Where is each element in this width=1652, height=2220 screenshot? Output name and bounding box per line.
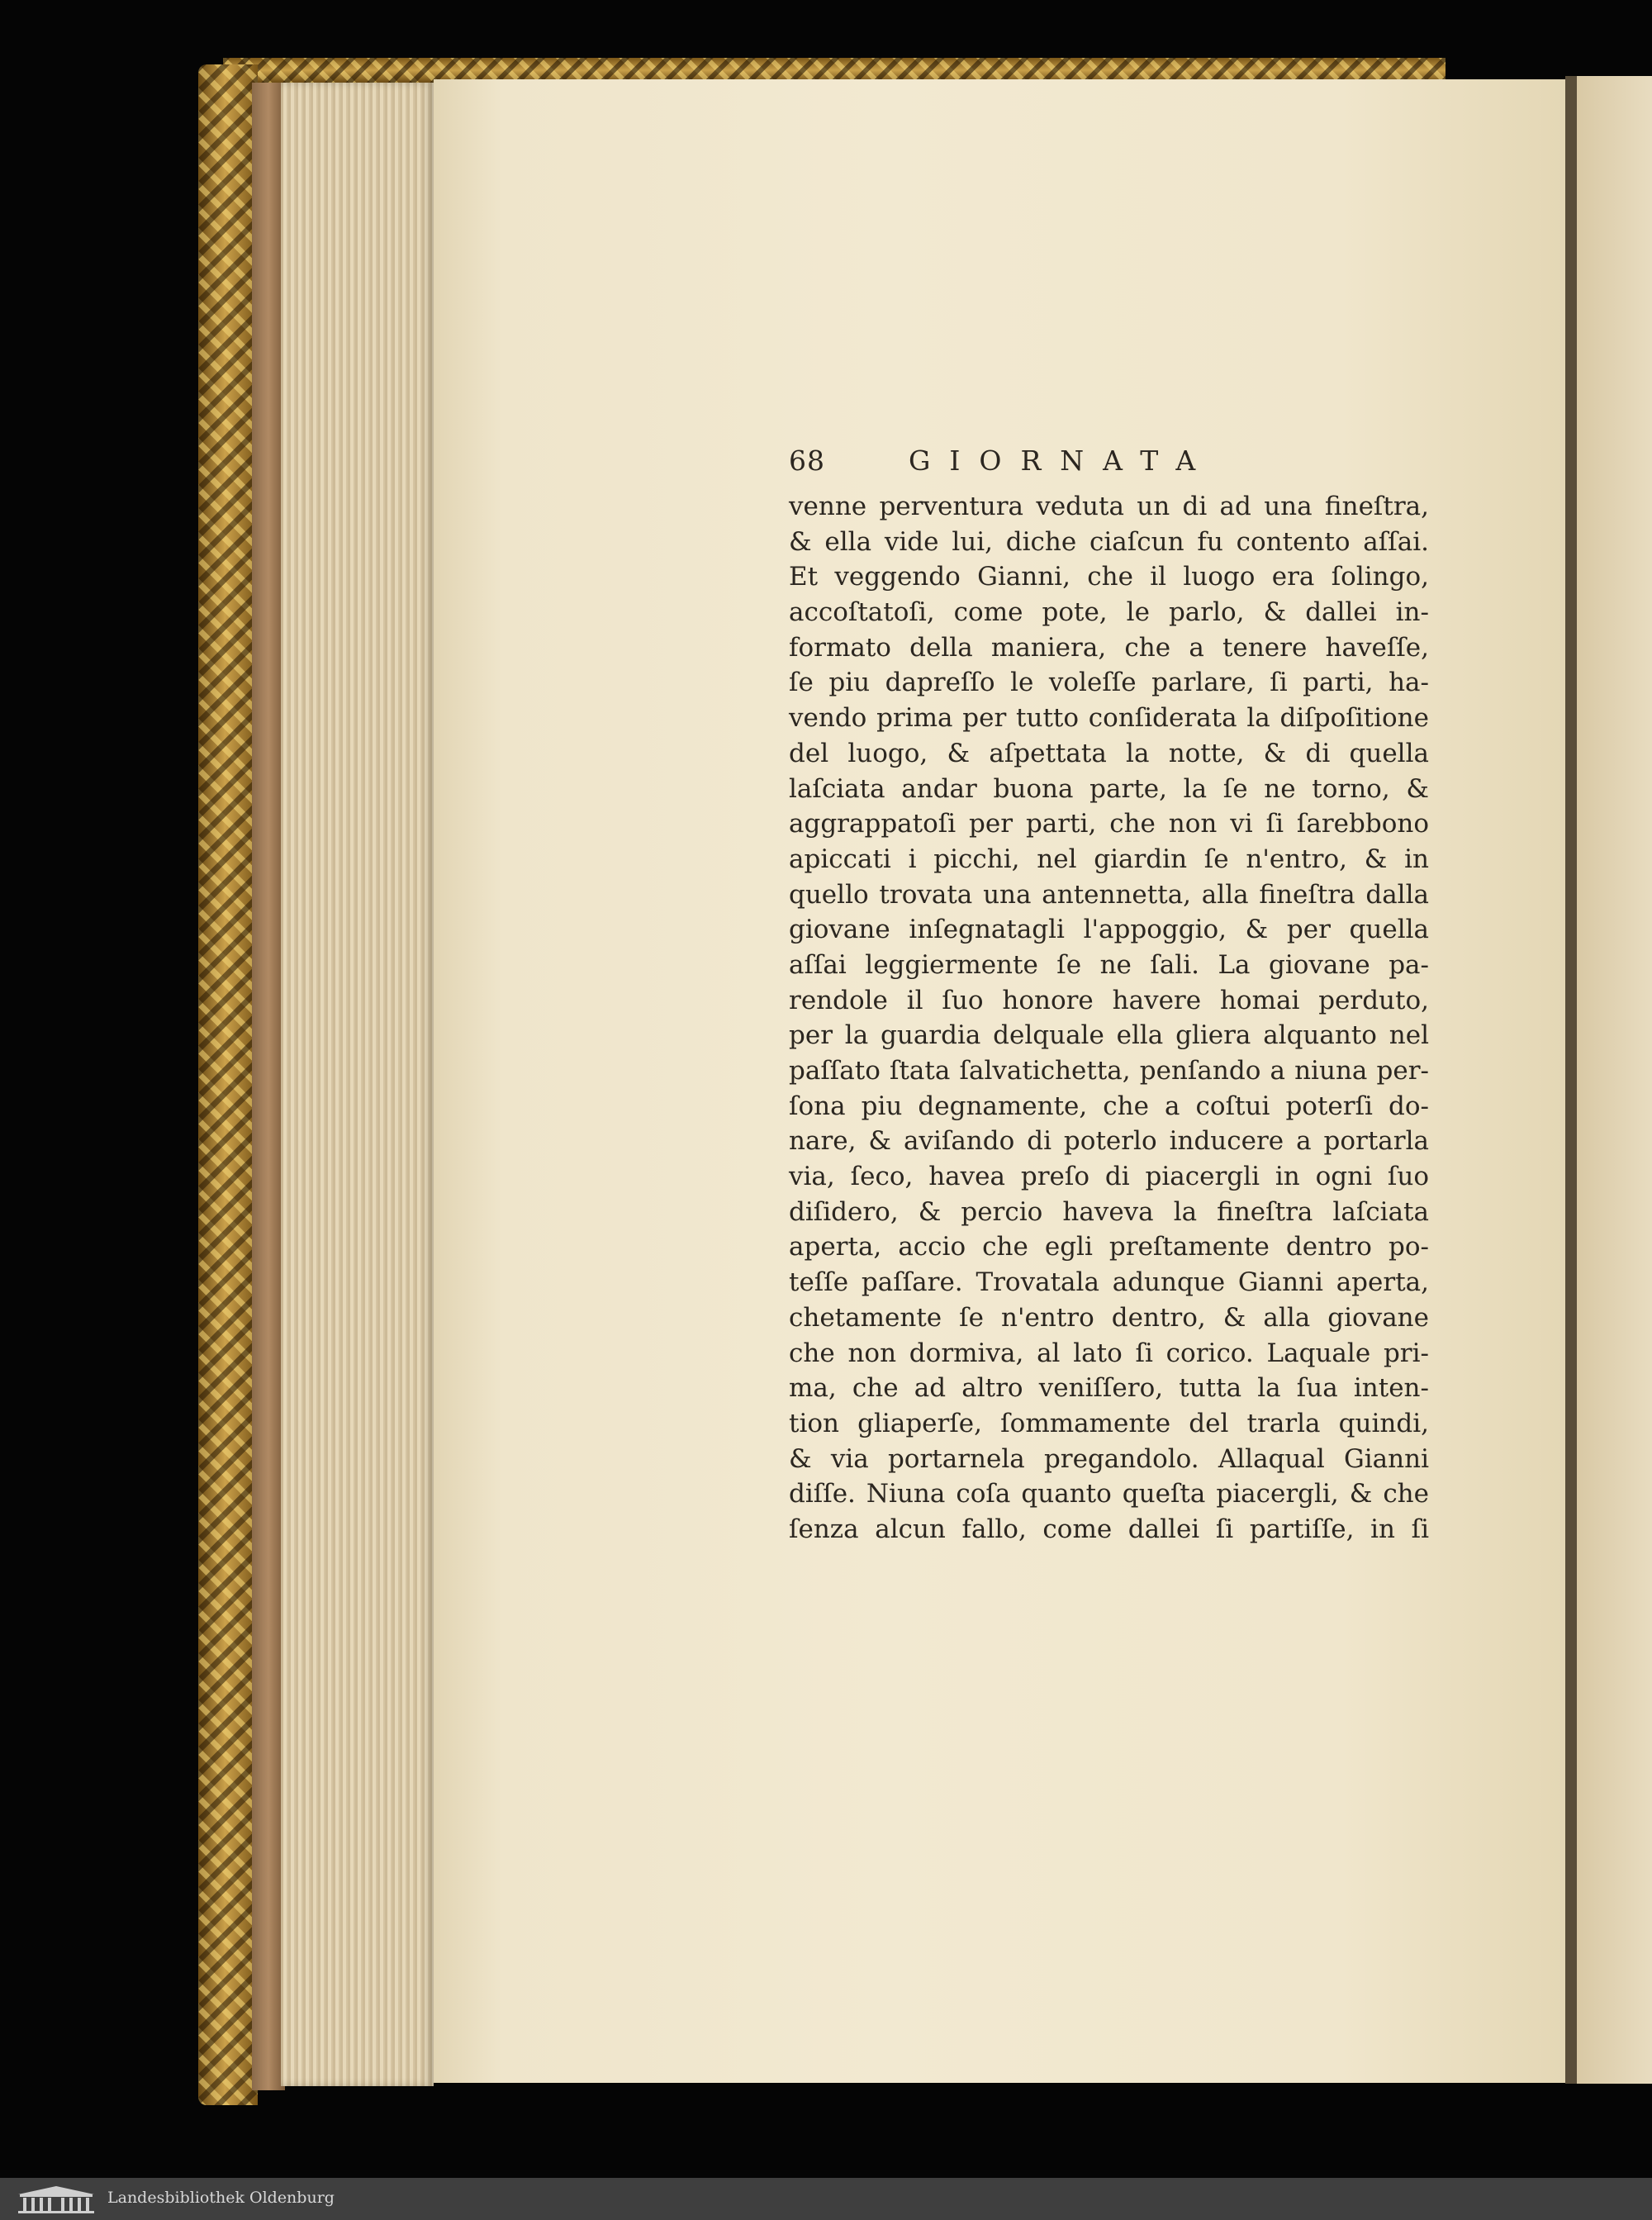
- text-line: paſſato ſtata ſalvatichetta, penſando a niuna per-: [789, 1056, 1429, 1086]
- text-line: Et veggendo Gianni, che il luogo era ſolingo,: [789, 562, 1429, 592]
- text-line: rendole il ſuo honore havere homai perduto,: [789, 985, 1429, 1015]
- text-line: & ella vide lui, diche ciaſcun fu contento aſſai.: [789, 526, 1429, 557]
- text-line: laſciata andar buona parte, la ſe ne torno, &: [789, 773, 1429, 804]
- text-line: apiccati i picchi, nel giardin ſe n'entro, & in: [789, 844, 1429, 874]
- text-line: diſſe. Niuna coſa quanto queſta piacergli, & che: [789, 1479, 1429, 1509]
- text-line: ſenza alcun fallo, come dallei ſi partiſſe, in ſi: [789, 1514, 1429, 1544]
- text-line: per la guardia delquale ella gliera alquanto nel: [789, 1020, 1429, 1051]
- running-head: [789, 438, 1429, 489]
- page-number: 68: [789, 444, 825, 477]
- text-line: & via portarnela pregandolo. Allaqual Gianni: [789, 1443, 1429, 1474]
- text-line: aſſai leggiermente ſe ne ſali. La giovane pa-: [789, 949, 1429, 980]
- text-line: formato della maniera, che a tenere haveſſe,: [789, 632, 1429, 663]
- text-line: chetamente ſe n'entro dentro, & alla giovane: [789, 1302, 1429, 1333]
- text-line: accoſtatoſi, come pote, le parlo, & dallei in-: [789, 597, 1429, 628]
- text-line: del luogo, & aſpettata la notte, & di quella: [789, 738, 1429, 768]
- text-line: teſſe paſſare. Trovatala adunque Gianni aperta,: [789, 1267, 1429, 1298]
- page-stack: [281, 83, 434, 2086]
- text-line: ſona piu degnamente, che a coſtui poterſi do-: [789, 1091, 1429, 1121]
- text-line: venne perventura veduta un di ad una fineſtra,: [789, 492, 1429, 521]
- facing-page-edge: [1565, 76, 1652, 2084]
- text-line: ma, che ad altro veniſſero, tutta la ſua inten-: [789, 1373, 1429, 1404]
- cover-board: [252, 83, 285, 2090]
- text-line: vendo prima per tutto conſiderata la diſpoſitione: [789, 703, 1429, 734]
- text-line: nare, & aviſando di poterlo inducere a portarla: [789, 1126, 1429, 1157]
- gilt-spine-edge: [198, 64, 258, 2105]
- text-line: via, ſeco, havea preſo di piacergli in ogni ſuo: [789, 1162, 1429, 1192]
- text-line: ſe piu dapreſſo le voleſſe parlare, ſi parti, ha-: [789, 668, 1429, 698]
- footer-bar: [0, 2178, 1652, 2220]
- text-block: [789, 438, 1429, 1547]
- library-building-icon: [15, 2184, 97, 2214]
- text-line: diſidero, & percio haveva la fineſtra laſciata: [789, 1196, 1429, 1227]
- body-text: [789, 489, 1429, 1547]
- running-title: GIORNATA: [909, 444, 1215, 477]
- text-line: tion gliaperſe, ſommamente del trarla quindi,: [789, 1408, 1429, 1438]
- text-line: che non dormiva, al lato ſi corico. Laquale pri-: [789, 1338, 1429, 1368]
- text-line: quello trovata una antennetta, alla fineſtra dalla: [789, 879, 1429, 910]
- library-name: Landesbibliothek Oldenburg: [107, 2189, 335, 2207]
- text-line: aperta, accio che egli preſtamente dentro po-: [789, 1232, 1429, 1262]
- text-line: giovane inſegnatagli l'appoggio, & per quella: [789, 915, 1429, 945]
- text-line: aggrappatoſi per parti, che non vi ſi ſarebbono: [789, 809, 1429, 839]
